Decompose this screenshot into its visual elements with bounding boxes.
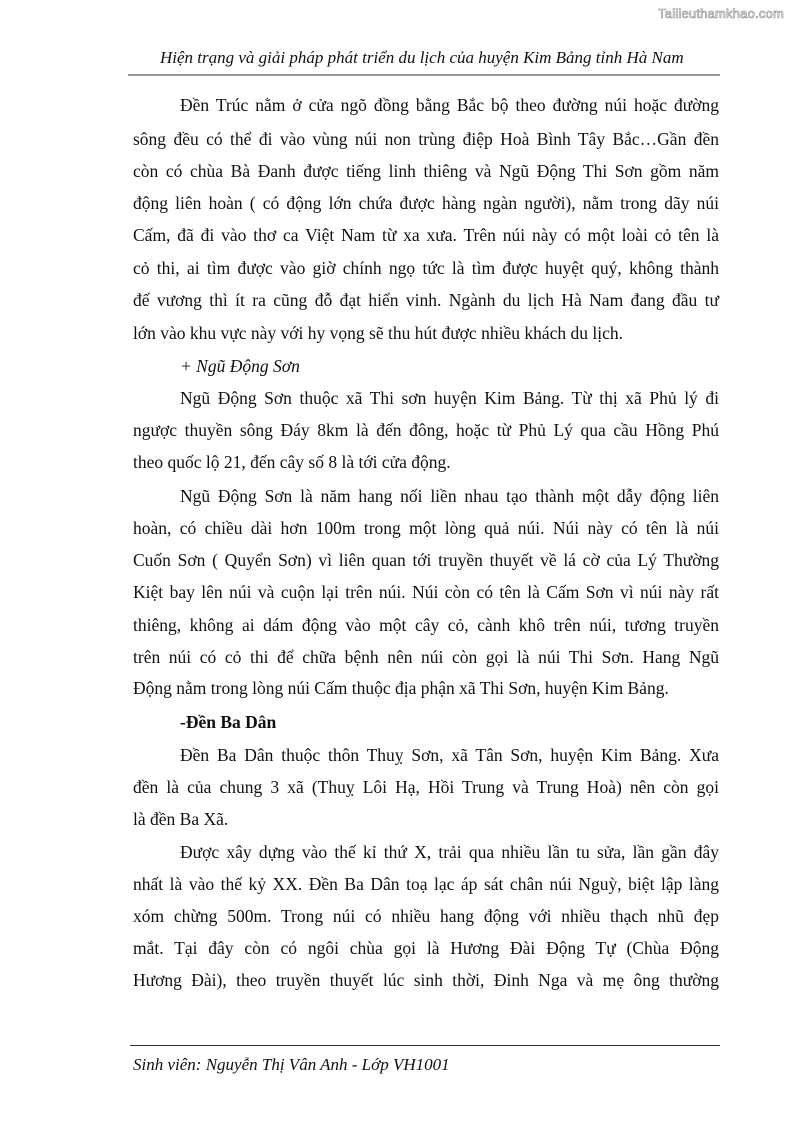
paragraph-line: Được xây dựng vào thế kỉ thứ X, trải qua nhiều lần tu sửa, lần gần đây xyxy=(180,842,719,862)
paragraph-line: Đền Trúc nằm ở cửa ngõ đồng bằng Bắc bộ theo đường núi hoặc đường xyxy=(180,95,719,115)
paragraph-line: Động nằm trong lòng núi Cấm thuộc địa phận xã Thi Sơn, huyện Kim Bảng. xyxy=(133,678,669,698)
paragraph-line: đế vương thì ít ra cũng đỗ đạt hiển vinh. Ngành du lịch Hà Nam đang đầu tư xyxy=(133,290,719,310)
paragraph-line: mắt. Tại đây còn có ngôi chùa gọi là Hương Đài Động Tự (Chùa Động xyxy=(133,938,719,958)
watermark: Tailieuthamkhao.com xyxy=(658,6,784,21)
paragraph-line: Ngũ Động Sơn thuộc xã Thi sơn huyện Kim Bảng. Từ thị xã Phủ lý đi xyxy=(180,388,719,408)
paragraph-line: nhất là vào thế kỷ XX. Đền Ba Dân toạ lạc áp sát chân núi Nguỳ, biệt lập làng xyxy=(133,874,719,894)
paragraph-line: thiêng, không ai dám động vào một cây cỏ, cành khô trên núi, tương truyền xyxy=(133,615,719,635)
paragraph-line: trên núi có cỏ thi để chữa bệnh nên núi còn gọi là núi Thi Sơn. Hang Ngũ xyxy=(133,647,719,667)
paragraph-line: là đền Ba Xã. xyxy=(133,809,229,829)
paragraph-line: Đền Ba Dân thuộc thôn Thuỵ Sơn, xã Tân Sơn, huyện Kim Bảng. Xưa xyxy=(180,745,719,765)
running-footer: Sinh viên: Nguyễn Thị Vân Anh - Lớp VH1001 xyxy=(133,1055,450,1074)
paragraph-line: theo quốc lộ 21, đến cây số 8 là tới cửa động. xyxy=(133,452,451,472)
paragraph-line: xóm chừng 500m. Trong núi có nhiều hang động với nhiều thạch nhũ đẹp xyxy=(133,906,719,926)
paragraph-line: Ngũ Động Sơn là năm hang nối liền nhau tạo thành một dẫy động liên xyxy=(180,486,719,506)
paragraph-line: còn có chùa Bà Đanh được tiếng linh thiêng và Ngũ Động Thi Sơn gồm năm xyxy=(133,161,719,181)
paragraph-line: ngược thuyền sông Đáy 8km là đến đông, hoặc từ Phủ Lý qua cầu Hồng Phú xyxy=(133,420,719,440)
header-divider xyxy=(128,74,720,76)
paragraph-line: lớn vào khu vực này với hy vọng sẽ thu hút được nhiều khách du lịch. xyxy=(133,323,623,343)
paragraph-line: động liên hoàn ( có động lớn chứa được hàng ngàn người), nằm trong dãy núi xyxy=(133,193,719,213)
paragraph-line: cỏ thi, ai tìm được vào giờ chính ngọ tức là tìm được huyệt quý, không thành xyxy=(133,258,719,278)
paragraph-line: hoàn, có chiều dài hơn 100m trong một lòng quả núi. Núi này có tên là núi xyxy=(133,518,719,538)
section-heading: -Đền Ba Dân xyxy=(180,712,277,732)
paragraph-line: Hương Đài), theo truyền thuyết lúc sinh thời, Đinh Nga và mẹ ông thường xyxy=(133,970,719,990)
paragraph-line: Cấm, đã đi vào thơ ca Việt Nam từ xa xưa. Trên núi này có một loài cỏ tên là xyxy=(133,225,719,245)
subsection-heading: + Ngũ Động Sơn xyxy=(180,356,300,376)
paragraph-line: Cuốn Sơn ( Quyển Sơn) vì liên quan tới truyền thuyết về lá cờ của Lý Thường xyxy=(133,550,719,570)
paragraph-line: Kiệt bay lên núi và cuộn lại trên núi. Núi còn có tên là Cấm Sơn vì núi này rất xyxy=(133,582,719,602)
paragraph-line: sông đều có thể đi vào vùng núi non trùng điệp Hoà Bình Tây Bắc…Gần đền xyxy=(133,129,719,149)
footer-divider xyxy=(130,1045,720,1046)
paragraph-line: đền là của chung 3 xã (Thuỵ Lôi Hạ, Hồi Trung và Trung Hoà) nên còn gọi xyxy=(133,777,719,797)
running-header: Hiện trạng và giải pháp phát triển du lịch của huyện Kim Bảng tỉnh Hà Nam xyxy=(160,48,684,67)
